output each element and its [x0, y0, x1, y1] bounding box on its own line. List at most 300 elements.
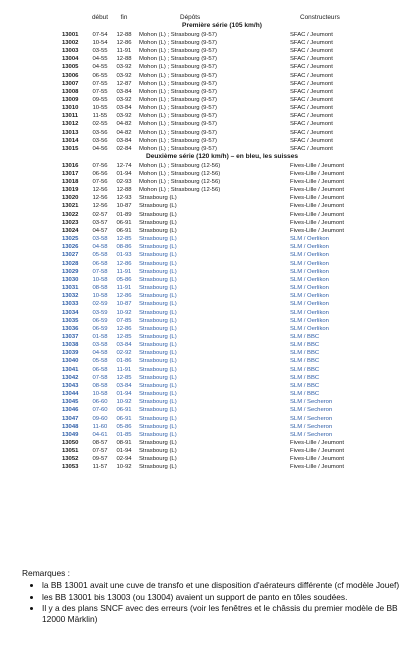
table-row	[62, 72, 382, 80]
fin-cell: 03-84	[116, 105, 132, 112]
constructeur-cell: SLM / Oerlikon	[290, 276, 329, 283]
fin-cell: 02-94	[116, 456, 132, 463]
loco-number: 13020	[62, 195, 79, 202]
constructeur-cell: SLM / Secheron	[290, 423, 333, 430]
fin-cell: 12-87	[116, 80, 132, 87]
loco-number: 13006	[62, 72, 79, 79]
loco-number: 13027	[62, 252, 79, 259]
loco-number: 13007	[62, 80, 79, 87]
depot-cell: Strasbourg (L)	[139, 236, 177, 243]
table-row	[62, 186, 382, 194]
debut-cell: 03-58	[92, 236, 108, 243]
table-row	[62, 415, 382, 423]
debut-cell: 10-58	[92, 391, 108, 398]
table-row	[62, 39, 382, 47]
loco-number: 13048	[62, 423, 79, 430]
remarks-title: Remarques :	[22, 568, 70, 578]
depot-cell: Mohon (L) ; Strasbourg (12-56)	[139, 170, 221, 177]
depot-cell: Mohon (L) ; Strasbourg (12-56)	[139, 162, 221, 169]
constructeur-cell: Fives-Lille / Jeumont	[290, 456, 345, 463]
fin-cell: 03-92	[116, 97, 132, 103]
debut-cell: 04-56	[92, 145, 108, 152]
fin-cell: 10-92	[116, 464, 132, 471]
header-depots: Dépôts	[180, 14, 201, 21]
fin-cell: 04-82	[116, 129, 132, 136]
constructeur-cell: SFAC / Jeumont	[290, 64, 333, 71]
debut-cell: 04-61	[92, 431, 108, 438]
loco-number: 13015	[62, 145, 79, 152]
fin-cell: 02-93	[116, 179, 132, 185]
depot-cell: Strasbourg (L)	[139, 285, 177, 292]
fin-cell: 06-91	[116, 415, 132, 422]
debut-cell: 04-55	[92, 56, 108, 63]
table-row	[62, 104, 382, 112]
table-row	[62, 366, 382, 374]
loco-number: 13037	[62, 333, 79, 340]
loco-number: 13001	[62, 31, 79, 38]
fin-cell: 01-86	[116, 358, 132, 365]
loco-number: 13053	[62, 464, 79, 471]
table-row	[62, 194, 382, 202]
header-debut: début	[92, 14, 108, 21]
fin-cell: 05-86	[116, 276, 132, 283]
constructeur-cell: SFAC / Jeumont	[290, 31, 333, 38]
loco-number: 13011	[62, 113, 79, 120]
table-row	[62, 423, 382, 431]
depot-cell: Mohon (L) ; Strasbourg (9-57)	[139, 39, 217, 46]
table-row	[62, 333, 382, 341]
depot-cell: Strasbourg (L)	[139, 448, 177, 455]
table-row	[62, 300, 382, 308]
table-row	[62, 349, 382, 357]
depot-cell: Mohon (L) ; Strasbourg (12-56)	[139, 179, 221, 185]
loco-number: 13008	[62, 88, 79, 95]
debut-cell: 07-58	[92, 268, 108, 275]
constructeur-cell: Fives-Lille / Jeumont	[290, 195, 345, 202]
depot-cell: Strasbourg (L)	[139, 276, 177, 283]
loco-number: 13010	[62, 105, 79, 112]
locomotive-table	[62, 14, 382, 472]
depot-cell: Strasbourg (L)	[139, 219, 177, 226]
fin-cell: 01-85	[116, 431, 132, 438]
debut-cell: 12-56	[92, 187, 108, 194]
table-row	[62, 137, 382, 145]
loco-number: 13040	[62, 358, 79, 365]
depot-cell: Strasbourg (L)	[139, 325, 177, 332]
section-title: Deuxième série (120 km/h) – en bleu, les suisses	[145, 153, 299, 161]
constructeur-cell: SFAC / Jeumont	[290, 88, 333, 95]
debut-cell: 09-60	[92, 415, 108, 422]
table-row	[62, 227, 382, 235]
fin-cell: 06-91	[116, 227, 132, 234]
loco-number: 13009	[62, 97, 79, 103]
depot-cell: Mohon (L) ; Strasbourg (9-57)	[139, 137, 217, 144]
debut-cell: 03-56	[92, 129, 108, 136]
fin-cell: 03-84	[116, 382, 132, 389]
depot-cell: Mohon (L) ; Strasbourg (9-57)	[139, 105, 217, 112]
remarks-block	[22, 568, 407, 625]
table-row	[62, 243, 382, 251]
table-row	[62, 268, 382, 276]
constructeur-cell: SLM / BBC	[290, 374, 320, 381]
table-row	[62, 80, 382, 88]
header-fin: fin	[120, 14, 128, 21]
constructeur-cell: SLM / Secheron	[290, 407, 333, 414]
table-row	[62, 178, 382, 186]
debut-cell: 02-55	[92, 121, 108, 128]
fin-cell: 01-93	[116, 252, 132, 259]
depot-cell: Strasbourg (L)	[139, 309, 177, 316]
fin-cell: 03-92	[116, 72, 132, 79]
table-row	[62, 219, 382, 227]
table-row	[62, 47, 382, 55]
fin-cell: 03-92	[116, 113, 132, 120]
fin-cell: 12-86	[116, 39, 132, 46]
depot-cell: Strasbourg (L)	[139, 431, 177, 438]
constructeur-cell: SLM / Oerlikon	[290, 260, 329, 267]
depot-cell: Mohon (L) ; Strasbourg (9-57)	[139, 80, 217, 87]
constructeur-cell: SLM / Oerlikon	[290, 236, 329, 243]
fin-cell: 11-91	[116, 285, 132, 292]
debut-cell: 01-58	[92, 333, 108, 340]
table-row	[62, 439, 382, 447]
fin-cell: 12-93	[116, 195, 132, 202]
table-row	[62, 112, 382, 120]
table-row	[62, 88, 382, 96]
fin-cell: 07-85	[116, 317, 132, 324]
loco-number: 13021	[62, 203, 79, 210]
depot-cell: Mohon (L) ; Strasbourg (9-57)	[139, 97, 217, 103]
table-row	[62, 390, 382, 398]
debut-cell: 10-55	[92, 105, 108, 112]
table-row	[62, 202, 382, 210]
table-row	[62, 129, 382, 137]
constructeur-cell: SLM / Secheron	[290, 399, 333, 406]
depot-cell: Mohon (L) ; Strasbourg (9-57)	[139, 31, 217, 38]
loco-number: 13051	[62, 448, 79, 455]
table-row	[62, 63, 382, 71]
depot-cell: Mohon (L) ; Strasbourg (12-56)	[139, 187, 221, 194]
debut-cell: 04-58	[92, 244, 108, 251]
constructeur-cell: SFAC / Jeumont	[290, 39, 333, 46]
depot-cell: Mohon (L) ; Strasbourg (9-57)	[139, 72, 217, 79]
table-row	[62, 284, 382, 292]
loco-number: 13002	[62, 39, 79, 46]
remark-item: • les BB 13001 bis 13003 (ou 13004) avaient un support de panto en tôles soudées.	[42, 592, 407, 602]
table-row	[62, 211, 382, 219]
constructeur-cell: SLM / BBC	[290, 366, 320, 373]
fin-cell: 12-86	[116, 293, 132, 300]
table-row	[62, 251, 382, 259]
debut-cell: 06-56	[92, 170, 108, 177]
loco-number: 13052	[62, 456, 79, 463]
fin-cell: 10-87	[116, 203, 132, 210]
loco-number: 13017	[62, 170, 79, 177]
constructeur-cell: SLM / Oerlikon	[290, 252, 329, 259]
constructeur-cell: SLM / BBC	[290, 350, 320, 357]
constructeur-cell: Fives-Lille / Jeumont	[290, 179, 345, 185]
debut-cell: 12-56	[92, 195, 108, 202]
debut-cell: 11-55	[92, 113, 108, 120]
constructeur-cell: SLM / BBC	[290, 358, 320, 365]
depot-cell: Strasbourg (L)	[139, 456, 177, 463]
fin-cell: 03-84	[116, 137, 132, 144]
constructeur-cell: SLM / Oerlikon	[290, 268, 329, 275]
loco-number: 13034	[62, 309, 79, 316]
table-row	[62, 325, 382, 333]
constructeur-cell: SFAC / Jeumont	[290, 56, 333, 63]
fin-cell: 10-92	[116, 309, 132, 316]
debut-cell: 07-55	[92, 80, 108, 87]
debut-cell: 05-58	[92, 252, 108, 259]
loco-number: 13022	[62, 211, 79, 218]
table-row	[62, 382, 382, 390]
debut-cell: 04-57	[92, 227, 108, 234]
debut-cell: 03-59	[92, 309, 108, 316]
constructeur-cell: SLM / Secheron	[290, 431, 333, 438]
header-constructeurs: Constructeurs	[300, 14, 340, 21]
remark-item: • la BB 13001 avait une cuve de transfo et une disposition d'aérateurs différente (cf modèle Jouef)	[42, 580, 407, 590]
table-header	[62, 14, 382, 22]
constructeur-cell: SFAC / Jeumont	[290, 137, 333, 144]
debut-cell: 10-58	[92, 276, 108, 283]
fin-cell: 11-91	[116, 268, 132, 275]
fin-cell: 01-94	[116, 448, 132, 455]
table-row	[62, 463, 382, 471]
depot-cell: Strasbourg (L)	[139, 374, 177, 381]
fin-cell: 12-88	[116, 187, 132, 194]
constructeur-cell: Fives-Lille / Jeumont	[290, 162, 345, 169]
constructeur-cell: SLM / Secheron	[290, 415, 333, 422]
constructeur-cell: SLM / Oerlikon	[290, 301, 329, 308]
table-row	[62, 374, 382, 382]
loco-number: 13016	[62, 162, 79, 169]
loco-number: 13028	[62, 260, 79, 267]
depot-cell: Mohon (L) ; Strasbourg (9-57)	[139, 88, 217, 95]
debut-cell: 07-57	[92, 448, 108, 455]
table-row	[62, 55, 382, 63]
debut-cell: 06-59	[92, 317, 108, 324]
constructeur-cell: SLM / Oerlikon	[290, 309, 329, 316]
fin-cell: 10-92	[116, 399, 132, 406]
constructeur-cell: SLM / Oerlikon	[290, 285, 329, 292]
depot-cell: Strasbourg (L)	[139, 211, 177, 218]
depot-cell: Strasbourg (L)	[139, 301, 177, 308]
loco-number: 13043	[62, 382, 79, 389]
table-row	[62, 235, 382, 243]
debut-cell: 08-58	[92, 285, 108, 292]
loco-number: 13041	[62, 366, 79, 373]
loco-number: 13049	[62, 431, 79, 438]
debut-cell: 07-54	[92, 31, 108, 38]
debut-cell: 07-56	[92, 162, 108, 169]
loco-number: 13019	[62, 187, 79, 194]
debut-cell: 07-55	[92, 88, 108, 95]
depot-cell: Strasbourg (L)	[139, 464, 177, 471]
fin-cell: 10-87	[116, 301, 132, 308]
depot-cell: Strasbourg (L)	[139, 440, 177, 446]
debut-cell: 07-60	[92, 407, 108, 414]
fin-cell: 12-86	[116, 260, 132, 267]
loco-number: 13003	[62, 48, 79, 55]
loco-number: 13024	[62, 227, 79, 234]
loco-number: 13014	[62, 137, 79, 144]
loco-number: 13033	[62, 301, 79, 308]
debut-cell: 07-58	[92, 374, 108, 381]
constructeur-cell: Fives-Lille / Jeumont	[290, 464, 345, 471]
table-row	[62, 31, 382, 39]
table-body	[62, 22, 382, 471]
loco-number: 13029	[62, 268, 79, 275]
debut-cell: 11-60	[92, 423, 108, 430]
constructeur-cell: SLM / Oerlikon	[290, 317, 329, 324]
constructeur-cell: SLM / BBC	[290, 333, 320, 340]
loco-number: 13045	[62, 399, 79, 406]
fin-cell: 12-85	[116, 333, 132, 340]
debut-cell: 07-56	[92, 179, 108, 185]
fin-cell: 11-91	[116, 366, 132, 373]
depot-cell: Strasbourg (L)	[139, 317, 177, 324]
debut-cell: 02-59	[92, 301, 108, 308]
depot-cell: Strasbourg (L)	[139, 203, 177, 210]
debut-cell: 03-57	[92, 219, 108, 226]
depot-cell: Strasbourg (L)	[139, 227, 177, 234]
depot-cell: Mohon (L) ; Strasbourg (9-57)	[139, 48, 217, 55]
debut-cell: 12-56	[92, 203, 108, 210]
debut-cell: 03-58	[92, 342, 108, 349]
loco-number: 13038	[62, 342, 79, 349]
table-row	[62, 170, 382, 178]
constructeur-cell: Fives-Lille / Jeumont	[290, 203, 345, 210]
fin-cell: 12-88	[116, 31, 132, 38]
constructeur-cell: Fives-Lille / Jeumont	[290, 211, 345, 218]
fin-cell: 02-84	[116, 145, 132, 152]
loco-number: 13050	[62, 440, 79, 446]
loco-number: 13035	[62, 317, 79, 324]
constructeur-cell: SFAC / Jeumont	[290, 121, 333, 128]
table-row	[62, 357, 382, 365]
loco-number: 13031	[62, 285, 79, 292]
debut-cell: 06-59	[92, 325, 108, 332]
loco-number: 13025	[62, 236, 79, 243]
debut-cell: 03-56	[92, 137, 108, 144]
depot-cell: Strasbourg (L)	[139, 415, 177, 422]
loco-number: 13046	[62, 407, 79, 414]
table-row	[62, 309, 382, 317]
fin-cell: 03-84	[116, 88, 132, 95]
table-row	[62, 406, 382, 414]
depot-cell: Strasbourg (L)	[139, 268, 177, 275]
constructeur-cell: SLM / BBC	[290, 342, 320, 349]
fin-cell: 12-85	[116, 236, 132, 243]
depot-cell: Mohon (L) ; Strasbourg (9-57)	[139, 56, 217, 63]
depot-cell: Strasbourg (L)	[139, 382, 177, 389]
constructeur-cell: Fives-Lille / Jeumont	[290, 187, 345, 194]
fin-cell: 08-91	[116, 440, 132, 446]
table-row	[62, 162, 382, 170]
table-row	[62, 292, 382, 300]
table-row	[62, 341, 382, 349]
fin-cell: 02-92	[116, 350, 132, 357]
fin-cell: 08-86	[116, 244, 132, 251]
loco-number: 13018	[62, 179, 79, 185]
loco-number: 13013	[62, 129, 79, 136]
debut-cell: 04-58	[92, 350, 108, 357]
fin-cell: 11-91	[116, 48, 132, 55]
fin-cell: 06-91	[116, 219, 132, 226]
constructeur-cell: SFAC / Jeumont	[290, 105, 333, 112]
depot-cell: Mohon (L) ; Strasbourg (9-57)	[139, 64, 217, 71]
depot-cell: Strasbourg (L)	[139, 342, 177, 349]
depot-cell: Strasbourg (L)	[139, 244, 177, 251]
depot-cell: Mohon (L) ; Strasbourg (9-57)	[139, 129, 217, 136]
debut-cell: 06-55	[92, 72, 108, 79]
constructeur-cell: SLM / Oerlikon	[290, 244, 329, 251]
remarks-list	[22, 580, 407, 624]
depot-cell: Strasbourg (L)	[139, 252, 177, 259]
depot-cell: Strasbourg (L)	[139, 366, 177, 373]
table-row	[62, 455, 382, 463]
debut-cell: 06-60	[92, 399, 108, 406]
depot-cell: Mohon (L) ; Strasbourg (9-57)	[139, 145, 217, 152]
constructeur-cell: SFAC / Jeumont	[290, 113, 333, 120]
fin-cell: 12-88	[116, 56, 132, 63]
depot-cell: Strasbourg (L)	[139, 391, 177, 398]
constructeur-cell: Fives-Lille / Jeumont	[290, 170, 345, 177]
debut-cell: 03-55	[92, 48, 108, 55]
depot-cell: Strasbourg (L)	[139, 399, 177, 406]
debut-cell: 02-57	[92, 211, 108, 218]
loco-number: 13032	[62, 293, 79, 300]
loco-number: 13004	[62, 56, 79, 63]
fin-cell: 01-94	[116, 170, 132, 177]
loco-number: 13023	[62, 219, 79, 226]
depot-cell: Strasbourg (L)	[139, 358, 177, 365]
table-row	[62, 317, 382, 325]
constructeur-cell: Fives-Lille / Jeumont	[290, 440, 345, 446]
constructeur-cell: SLM / BBC	[290, 391, 320, 398]
constructeur-cell: Fives-Lille / Jeumont	[290, 219, 345, 226]
depot-cell: Strasbourg (L)	[139, 260, 177, 267]
table-row	[62, 276, 382, 284]
loco-number: 13039	[62, 350, 79, 357]
depot-cell: Mohon (L) ; Strasbourg (9-57)	[139, 113, 217, 120]
fin-cell: 12-86	[116, 325, 132, 332]
fin-cell: 03-92	[116, 64, 132, 71]
constructeur-cell: Fives-Lille / Jeumont	[290, 448, 345, 455]
debut-cell: 10-54	[92, 39, 108, 46]
debut-cell: 05-58	[92, 358, 108, 365]
depot-cell: Strasbourg (L)	[139, 195, 177, 202]
constructeur-cell: SFAC / Jeumont	[290, 97, 333, 103]
debut-cell: 04-55	[92, 64, 108, 71]
depot-cell: Mohon (L) ; Strasbourg (9-57)	[139, 121, 217, 128]
table-row	[62, 145, 382, 153]
fin-cell: 01-89	[116, 211, 132, 218]
loco-number: 13042	[62, 374, 79, 381]
loco-number: 13047	[62, 415, 79, 422]
constructeur-cell: SLM / BBC	[290, 382, 320, 389]
loco-number: 13036	[62, 325, 79, 332]
debut-cell: 09-57	[92, 456, 108, 463]
fin-cell: 12-74	[116, 162, 132, 169]
debut-cell: 10-58	[92, 293, 108, 300]
table-row	[62, 96, 382, 104]
table-row	[62, 120, 382, 128]
loco-number: 13044	[62, 391, 79, 398]
fin-cell: 04-82	[116, 121, 132, 128]
fin-cell: 06-91	[116, 407, 132, 414]
